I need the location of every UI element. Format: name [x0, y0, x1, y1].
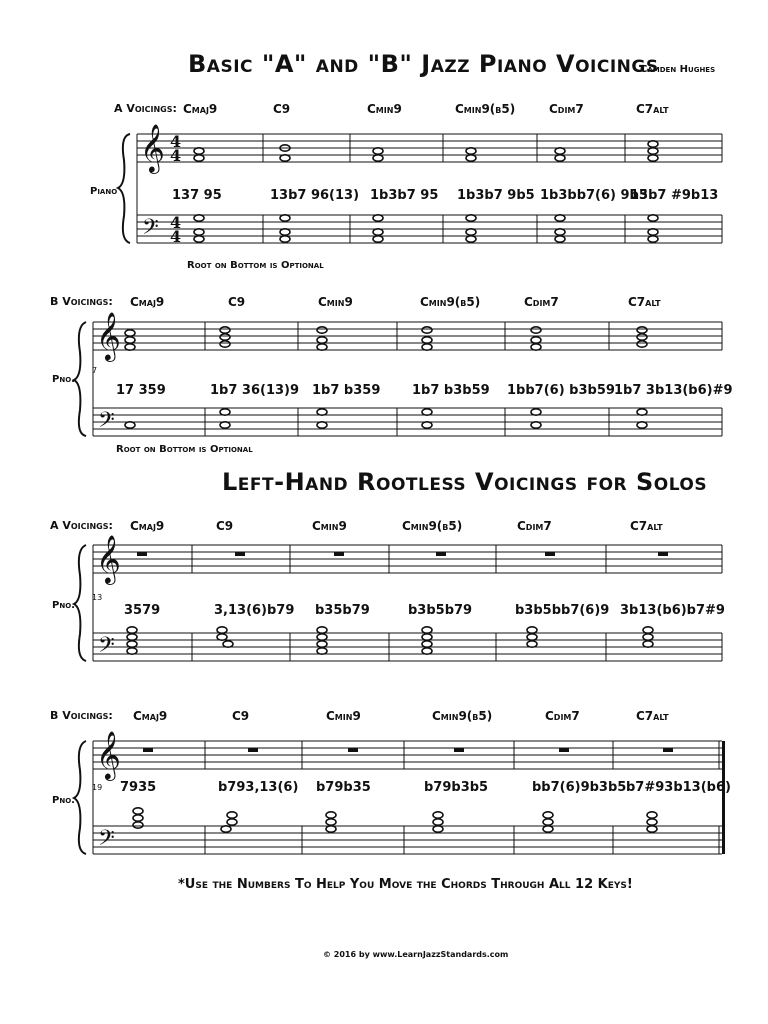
tip-text: *Use the Numbers To Help You Move the Chords Through All 12 Keys!	[178, 877, 633, 892]
copyright-footer: © 2016 by www.LearnJazzStandards.com	[323, 950, 509, 959]
system1-label: A Voicings:	[114, 102, 177, 115]
system4-chord-3: Cmin9	[326, 709, 361, 723]
system3-instrument: Pno.	[52, 600, 75, 611]
system3-numbers-4: b3b5b79	[408, 603, 473, 618]
system3-numbers-1: 3579	[124, 603, 161, 618]
system2-chord-2: C9	[228, 295, 246, 309]
system3-numbers-3: b35b79	[315, 603, 370, 618]
system4-treble-clef: 𝄞	[96, 730, 121, 779]
system1-numbers-3: 1b3b7 95	[370, 188, 439, 203]
system2-numbers-2: 1b7 36(13)9	[210, 383, 300, 398]
system3-bass-clef: 𝄢	[98, 633, 115, 663]
system4-chord-2: C9	[232, 709, 250, 723]
system3-chord-1: Cmaj9	[130, 519, 165, 533]
system2-treble-notes	[125, 327, 647, 350]
system1-bass-clef: 𝄢	[142, 215, 159, 245]
system4-numbers-4: b79b3b5	[424, 780, 489, 795]
system3-chord-5: Cdim7	[517, 519, 552, 533]
system1-chord-1: Cmaj9	[183, 102, 218, 116]
system1-treble-notes	[194, 141, 658, 161]
system2-chord-1: Cmaj9	[130, 295, 165, 309]
system1-brace	[118, 134, 130, 243]
system2-treble-staff	[93, 322, 722, 350]
page-title: Basic "A" and "B" Jazz Piano Voicings	[188, 50, 659, 78]
system1-treble-clef: 𝄞	[140, 123, 165, 172]
system4-instrument: Pno.	[52, 795, 75, 806]
system1-numbers-5: 1b3bb7(6) 9b5	[540, 188, 648, 203]
system1-treble-staff	[137, 134, 722, 162]
system4-bass-clef: 𝄢	[98, 826, 115, 856]
system3-bar-number: 13	[92, 593, 103, 602]
system2-instrument: Pno.	[52, 374, 75, 385]
system2-numbers-4: 1b7 b3b59	[412, 383, 490, 398]
system2-note: Root on Bottom is Optional	[116, 444, 253, 455]
system3-chord-4: Cmin9(b5)	[402, 519, 463, 533]
system2-label: B Voicings:	[50, 295, 113, 308]
system4-treble-staff	[93, 741, 722, 769]
system3-treble-staff	[93, 545, 722, 573]
system4-bass-notes	[133, 808, 657, 832]
system4-numbers-3: b79b35	[316, 780, 371, 795]
time-sig-bass-bottom: 4	[170, 227, 182, 246]
system4-chord-1: Cmaj9	[133, 709, 168, 723]
system2-chord-6: C7alt	[628, 295, 661, 309]
system2-bass-notes	[125, 409, 647, 428]
system4-numbers-1: 7935	[120, 780, 157, 795]
system2-brace	[74, 322, 86, 436]
system1-chord-5: Cdim7	[549, 102, 584, 116]
time-sig-bass-top: 4	[170, 213, 182, 232]
final-barline	[722, 741, 725, 854]
system2-chord-5: Cdim7	[524, 295, 559, 309]
system1-chord-3: Cmin9	[367, 102, 402, 116]
system1-chord-6: C7alt	[636, 102, 669, 116]
system3-chord-2: C9	[216, 519, 234, 533]
system3-chord-3: Cmin9	[312, 519, 347, 533]
system4-numbers-6: b7#93b13(b6)	[626, 780, 731, 795]
system4-chord-6: C7alt	[636, 709, 669, 723]
system3-treble-rests	[137, 552, 668, 556]
system1-instrument: Piano	[90, 186, 118, 197]
system1-numbers-4: 1b3b7 9b5	[457, 188, 535, 203]
system3-numbers-5: b3b5bb7(6)9	[515, 603, 610, 618]
section2-title: Left-Hand Rootless Voicings for Solos	[222, 468, 708, 496]
system3-numbers-2: 3,13(6)b79	[214, 603, 295, 618]
system1-numbers-2: 13b7 96(13)	[270, 188, 360, 203]
system3-brace	[74, 545, 86, 661]
system1-numbers-1: 137 95	[172, 188, 222, 203]
system2-treble-clef: 𝄞	[96, 311, 121, 360]
time-sig-top: 4	[170, 132, 182, 151]
system1-chord-2: C9	[273, 102, 291, 116]
system4-numbers-2: b793,13(6)	[218, 780, 299, 795]
system3-bass-staff	[93, 633, 722, 661]
system3-treble-clef: 𝄞	[96, 534, 121, 583]
system4-brace	[74, 741, 86, 854]
system2-bass-staff	[93, 408, 722, 436]
system2-bass-clef: 𝄢	[98, 408, 115, 438]
system4-numbers-5: bb7(6)9b3b5	[532, 780, 627, 795]
time-sig-bottom: 4	[170, 146, 182, 165]
system2-numbers-5: 1bb7(6) b3b59	[507, 383, 615, 398]
system1-bass-staff	[137, 215, 722, 243]
system3-chord-6: C7alt	[630, 519, 663, 533]
system4-bass-staff	[93, 826, 722, 854]
system4-label: B Voicings:	[50, 709, 113, 722]
composer-name: Camden Hughes	[640, 64, 716, 75]
system1-note: Root on Bottom is Optional	[187, 260, 324, 271]
system1-chord-4: Cmin9(b5)	[455, 102, 516, 116]
system2-numbers-1: 17 359	[116, 383, 166, 398]
system1-numbers-6: 13b7 #9b13	[630, 188, 719, 203]
system3-label: A Voicings:	[50, 519, 113, 532]
system4-bar-number: 19	[92, 783, 103, 792]
system2-chord-3: Cmin9	[318, 295, 353, 309]
system4-chord-4: Cmin9(b5)	[432, 709, 493, 723]
system2-numbers-3: 1b7 b359	[312, 383, 381, 398]
system4-chord-5: Cdim7	[545, 709, 580, 723]
system3-numbers-6: 3b13(b6)b7#9	[620, 603, 725, 618]
system2-numbers-6: 1b7 3b13(b6)#9	[614, 383, 733, 398]
system2-bar-number: 7	[92, 366, 98, 375]
system4-treble-rests	[143, 748, 673, 752]
system2-chord-4: Cmin9(b5)	[420, 295, 481, 309]
